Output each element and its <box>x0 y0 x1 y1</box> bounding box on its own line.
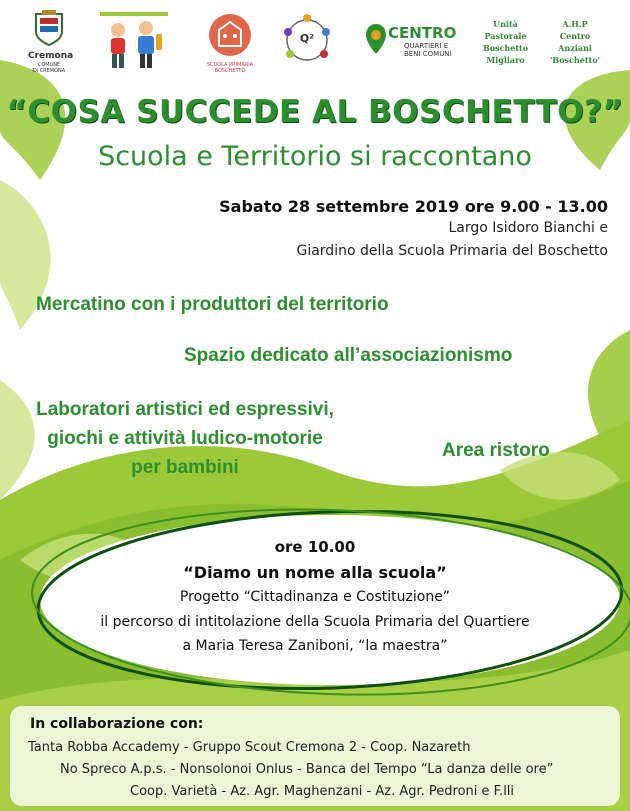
cremona-logo <box>28 10 74 74</box>
activity-ristoro: Area ristoro <box>442 440 550 461</box>
school-name: SCUOLA PRIMARIA BOSCHETTO <box>206 62 254 74</box>
school-logo <box>205 12 255 74</box>
highlight-name: “Diamo un nome alla scuola” <box>183 563 447 582</box>
coat-of-arms-icon <box>28 10 70 46</box>
highlight-time: ore 10.00 <box>274 538 356 556</box>
activity-mercatino: Mercatino con i produttori del territorio <box>36 294 389 315</box>
laboratori-line-3: per bambini <box>131 457 239 478</box>
centro-logo <box>364 22 459 62</box>
q2-label: Q² <box>299 32 315 45</box>
laboratori-line-2: giochi e attività ludico-motorie <box>47 428 323 449</box>
highlight-line-1: il percorso di intitolazione della Scuola Primaria del Quartiere <box>100 614 530 630</box>
event-place-1: Largo Isidoro Bianchi e <box>448 220 608 236</box>
activity-spazio: Spazio dedicato all’associazionismo <box>184 345 513 366</box>
collaboration-title: In collaborazione con: <box>30 716 204 732</box>
anziani-logo: A.H.P Centro Anziani 'Boschetto' <box>549 19 600 65</box>
kids-logo <box>100 12 168 72</box>
city-name: Cremona <box>28 51 74 61</box>
laboratori-line-1: Laboratori artistici ed espressivi, <box>36 399 334 420</box>
q2-logo <box>282 10 332 70</box>
highlight-line-2: a Maria Teresa Zaniboni, “la maestra” <box>182 638 448 654</box>
collaboration-line-1: Tanta Robba Accademy - Gruppo Scout Cremona 2 - Coop. Nazareth <box>28 740 471 755</box>
collaboration-line-3: Coop. Varietà - Az. Agr. Maghenzani - Az. Agr. Pedroni e F.lli <box>130 784 515 799</box>
school-icon <box>205 12 255 58</box>
children-icon <box>100 12 168 72</box>
pastorale-logo: Unità Pastorale Boschetto Migliaro <box>482 19 529 65</box>
pin-icon <box>364 22 388 56</box>
centro-title: CENTRO <box>388 24 457 42</box>
event-date: Sabato 28 settembre 2019 ore 9.00 - 13.00 <box>219 197 608 216</box>
collaboration-line-2: No Spreco A.p.s. - Nonsolonoi Onlus - Banca del Tempo “La danza delle ore” <box>60 762 554 777</box>
centro-sub: QUARTIERI E BENI COMUNI <box>404 42 452 58</box>
page-subtitle: Scuola e Territorio si raccontano <box>98 141 532 172</box>
highlight-project: Progetto “Cittadinanza e Costituzione” <box>179 589 451 605</box>
page-title: “COSA SUCCEDE AL BOSCHETTO?” <box>6 94 624 130</box>
event-place-2: Giardino della Scuola Primaria del Boschetto <box>296 243 608 259</box>
activity-laboratori <box>20 395 350 482</box>
city-sub: COMUNE DI CREMONA <box>32 62 66 74</box>
